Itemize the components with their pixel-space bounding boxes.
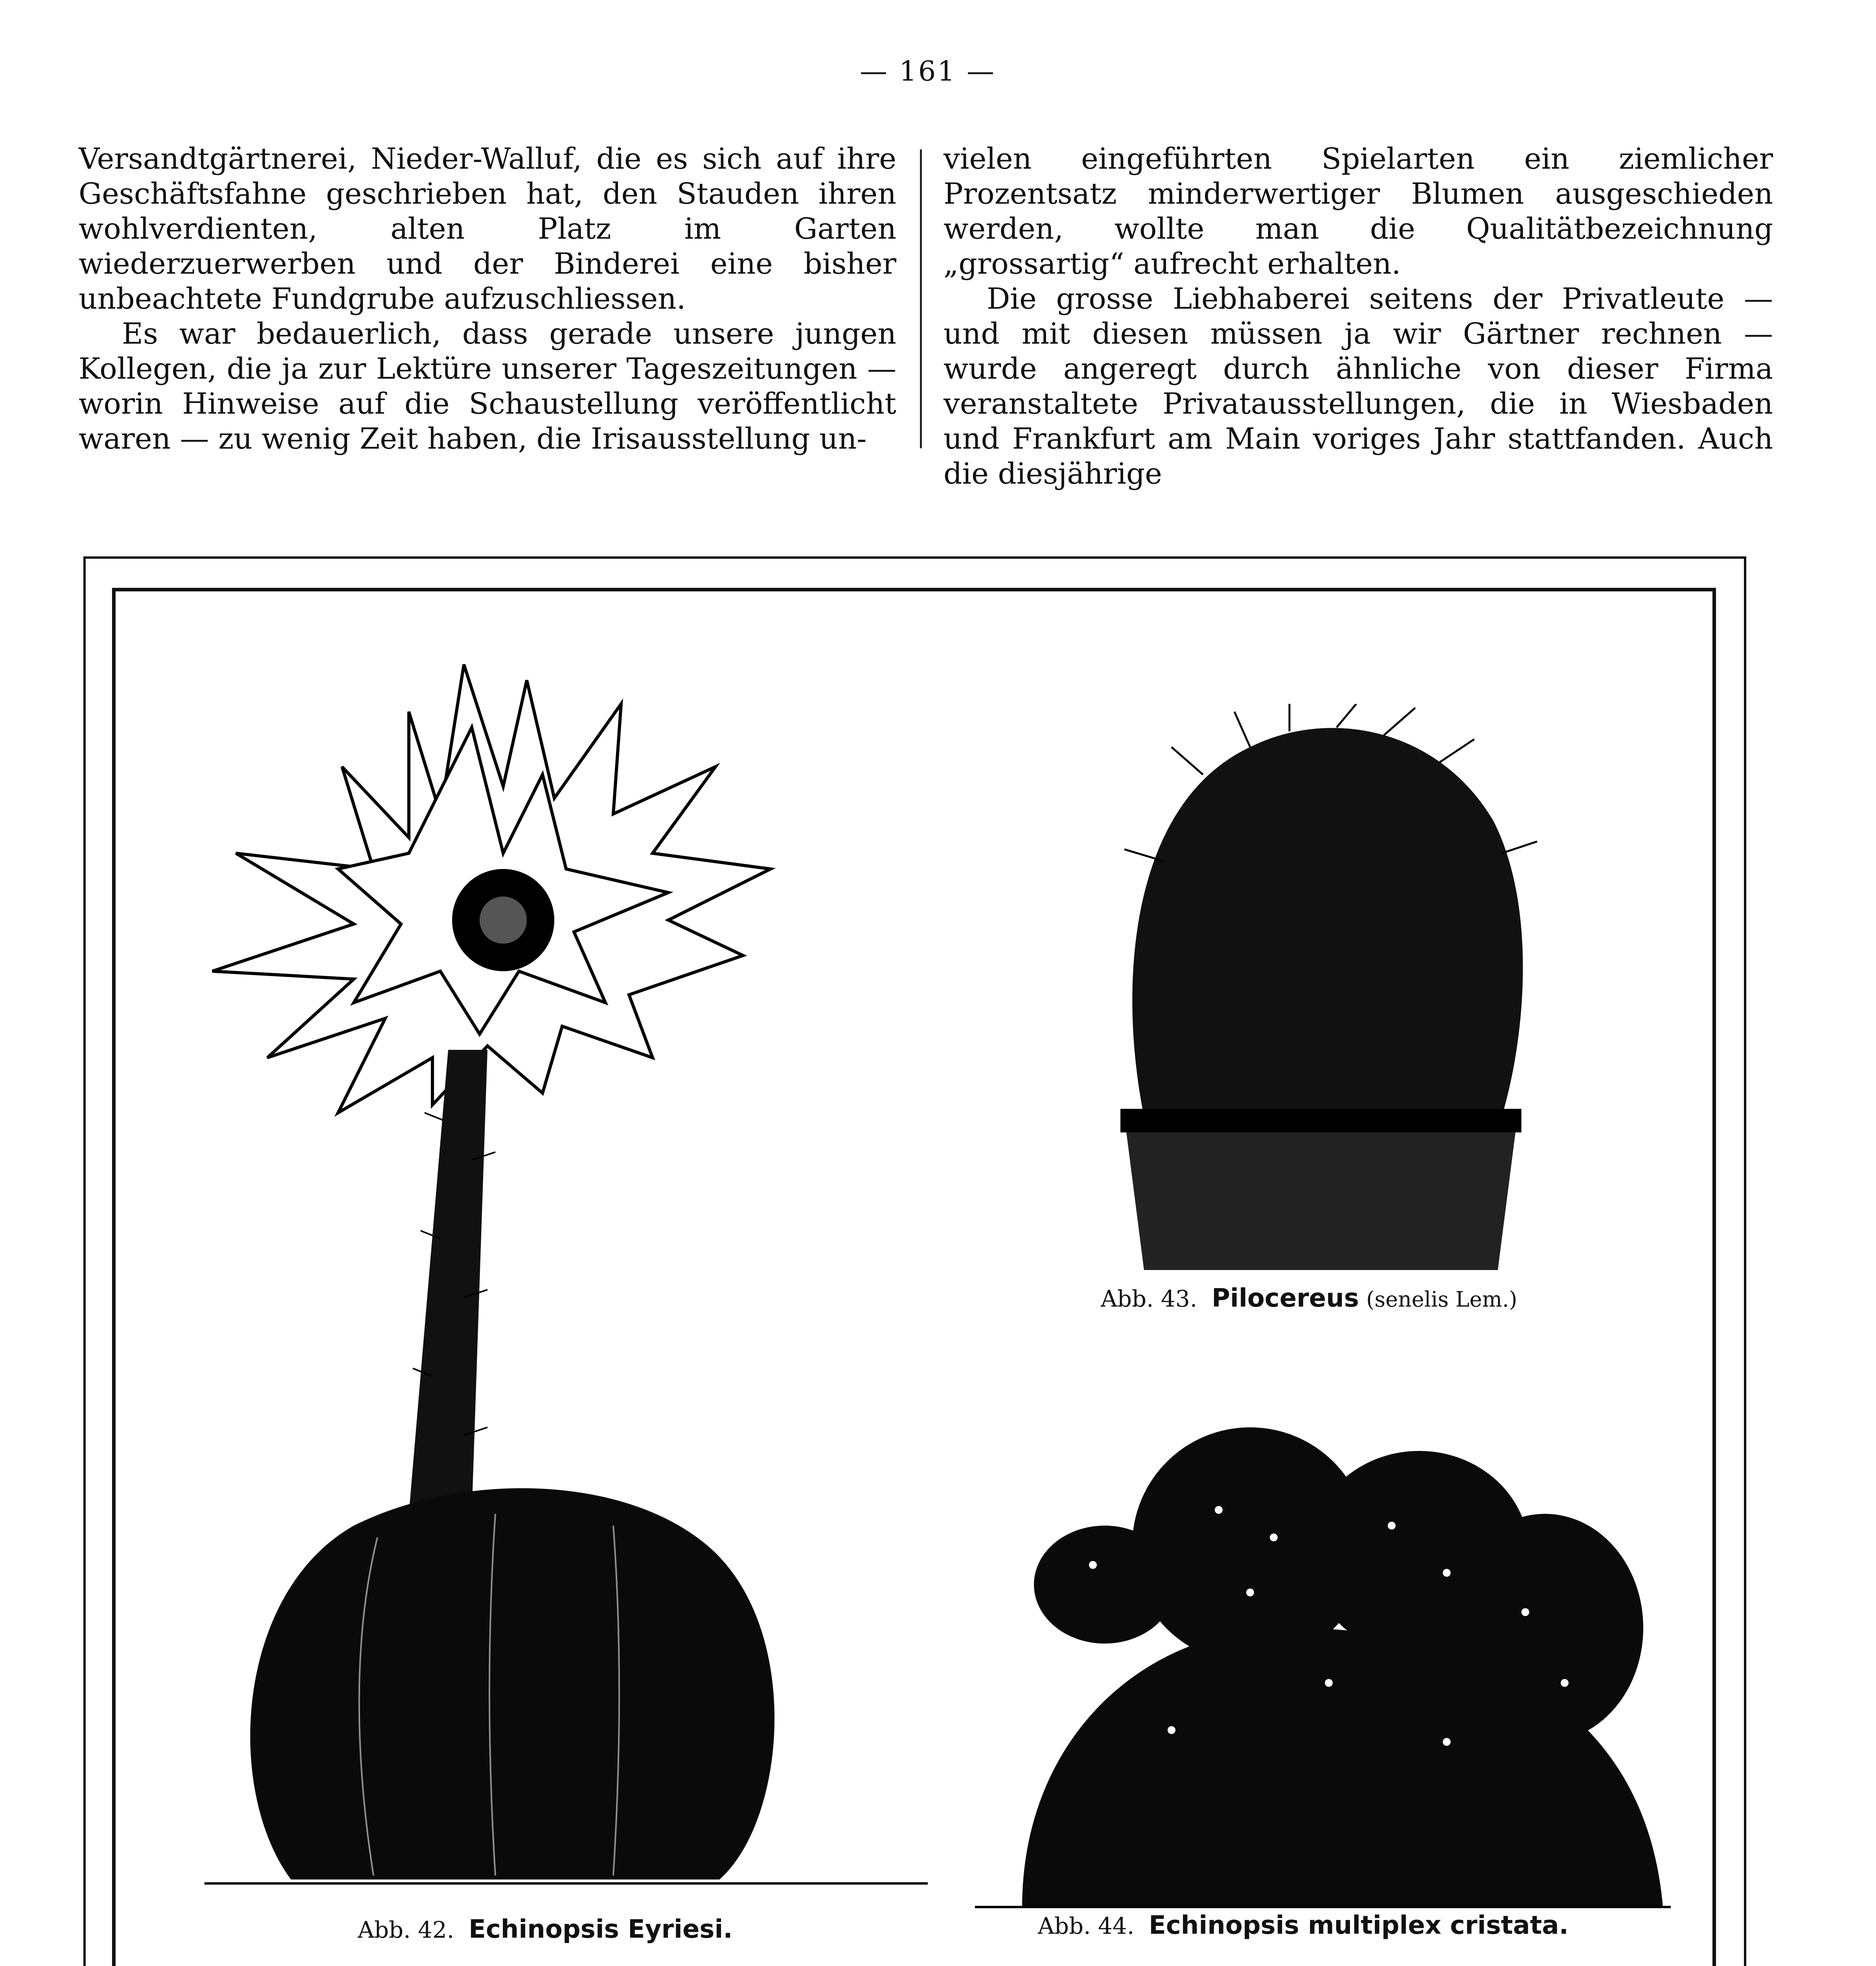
column-rule — [920, 149, 922, 448]
paragraph: Die grosse Liebhaberei seitens der Privatleute — und mit diesen müssen ja wir Gärtner rechnen — wurde angeregt durch ähnliche von dieser Firma veranstaltete Privatausstellungen, die in Wiesbaden und Frankfurt am Main voriges Jahr stattfanden. Auch die diesjährige — [944, 282, 1773, 491]
figure-number: Abb. 42. — [358, 1916, 454, 1943]
paragraph: vielen eingeführten Spielarten ein ziemlicher Prozentsatz minderwertiger Blumen ausgeschieden werden, wollte man die Qualitätbezeichnung „grossartig“ aufrecht erhalten. — [944, 142, 1773, 281]
paragraph: Versandtgärtnerei, Nieder-Walluf, die es sich auf ihre Geschäftsfahne geschrieben hat, den Stauden ihren wohlverdienten, alten Platz im Garten wiederzuerwerben und der Binderei eine bisher unbeachtete Fundgrube aufzuschliessen. — [79, 142, 896, 316]
caption-fig42 — [358, 1915, 733, 1944]
text-column-top-left — [79, 142, 896, 457]
caption-fig44 — [1038, 1911, 1569, 1940]
figure-number: Abb. 44. — [1038, 1913, 1135, 1939]
figure-number: Abb. 43. — [1101, 1285, 1197, 1312]
caption-fig43 — [1101, 1284, 1517, 1313]
text-column-top-right — [944, 142, 1773, 492]
hairy-cactus-body — [1132, 728, 1523, 1117]
cactus-body — [250, 1488, 774, 1879]
echinopsis-multiplex-cristata-illustration — [975, 1408, 1671, 1915]
figure-title: Pilocereus — [1212, 1284, 1359, 1313]
echinopsis-eyriesi-illustration — [189, 649, 936, 1919]
figure-title: Echinopsis Eyriesi. — [469, 1915, 733, 1944]
flower-tube — [409, 1050, 487, 1514]
pot — [1124, 1117, 1517, 1270]
figure-subtitle: (senelis Lem.) — [1366, 1287, 1517, 1312]
figure-title: Echinopsis multiplex cristata. — [1149, 1911, 1569, 1940]
page-number: — 161 — — [859, 55, 996, 87]
pilocereus-illustration — [1085, 704, 1557, 1274]
paragraph: Es war bedauerlich, dass gerade unsere jungen Kollegen, die ja zur Lektüre unserer Tageszeitungen — worin Hinweise auf die Schaustellung veröffentlicht waren — zu wenig Zeit haben, die Irisausstellung un- — [79, 317, 896, 456]
